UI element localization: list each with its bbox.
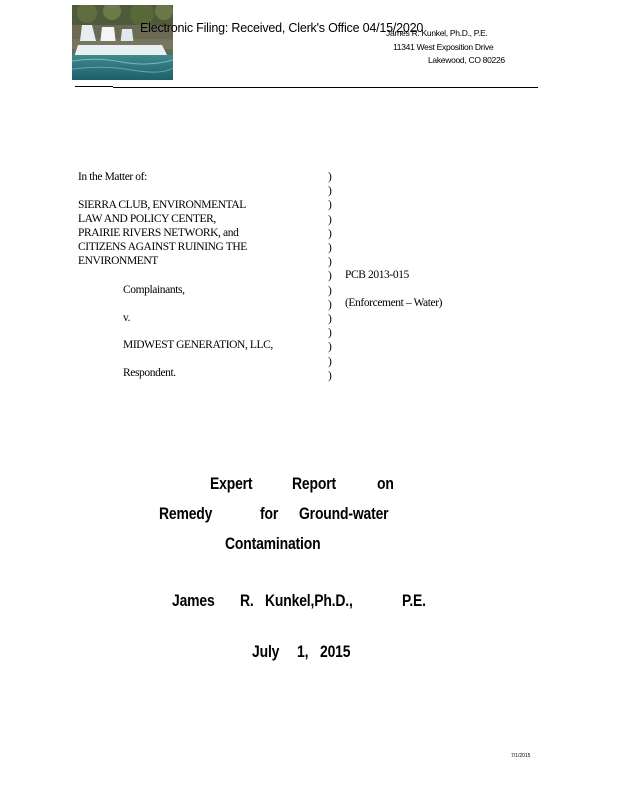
title-word-groundwater: Ground-water (299, 504, 389, 523)
filing-stamp: Electronic Filing: Received, Clerk's Office 04/15/2020 (140, 21, 424, 35)
title-word-expert: Expert (210, 474, 253, 493)
paren: ) (328, 341, 332, 354)
header-rule (113, 87, 538, 88)
paren: ) (328, 242, 332, 255)
matter-heading: In the Matter of: (78, 171, 147, 183)
paren: ) (328, 213, 332, 226)
paren: ) (328, 327, 332, 340)
paren: ) (328, 298, 332, 311)
author-street: 11341 West Exposition Drive (393, 42, 494, 52)
complainant-line-2: LAW AND POLICY CENTER, (78, 213, 216, 225)
date-year: 2015 (320, 642, 351, 661)
footer-date: 7/1/2015 (511, 753, 531, 759)
versus-label: v. (123, 312, 131, 324)
paren: ) (328, 185, 332, 198)
caption-parentheses (328, 170, 332, 383)
title-word-report: Report (292, 474, 336, 493)
author-last-name: Kunkel,Ph.D., (265, 591, 353, 610)
author-initial: R. (240, 591, 254, 610)
respondent-label: Respondent. (123, 367, 176, 379)
complainant-line-3: PRAIRIE RIVERS NETWORK, and (78, 227, 239, 239)
paren: ) (328, 355, 332, 368)
paren: ) (328, 199, 332, 212)
paren: ) (328, 284, 332, 297)
author-name-header: James R. Kunkel, Ph.D., P.E. (386, 28, 488, 38)
paren: ) (328, 227, 332, 240)
header-rule-short (75, 86, 113, 87)
case-type: (Enforcement – Water) (345, 297, 443, 309)
paren: ) (328, 369, 332, 382)
complainant-line-4: CITIZENS AGAINST RUINING THE (78, 241, 247, 253)
title-word-on: on (377, 474, 394, 493)
complainants-label: Complainants, (123, 284, 185, 296)
respondent-name: MIDWEST GENERATION, LLC, (123, 339, 273, 351)
waterfall-image (72, 5, 173, 80)
title-word-contamination: Contamination (225, 534, 321, 553)
waterfall-photo (72, 5, 173, 80)
date-day: 1, (297, 642, 309, 661)
paren: ) (328, 256, 332, 269)
title-word-for: for (260, 504, 279, 523)
complainant-line-5: ENVIRONMENT (78, 255, 158, 267)
paren: ) (328, 313, 332, 326)
author-first-name: James (172, 591, 215, 610)
paren: ) (328, 270, 332, 283)
author-credential: P.E. (402, 591, 426, 610)
date-month: July (252, 642, 280, 661)
author-city: Lakewood, CO 80226 (428, 55, 505, 65)
paren: ) (328, 171, 332, 183)
case-number: PCB 2013-015 (345, 269, 409, 281)
complainant-line-1: SIERRA CLUB, ENVIRONMENTAL (78, 199, 246, 211)
title-word-remedy: Remedy (159, 504, 213, 523)
